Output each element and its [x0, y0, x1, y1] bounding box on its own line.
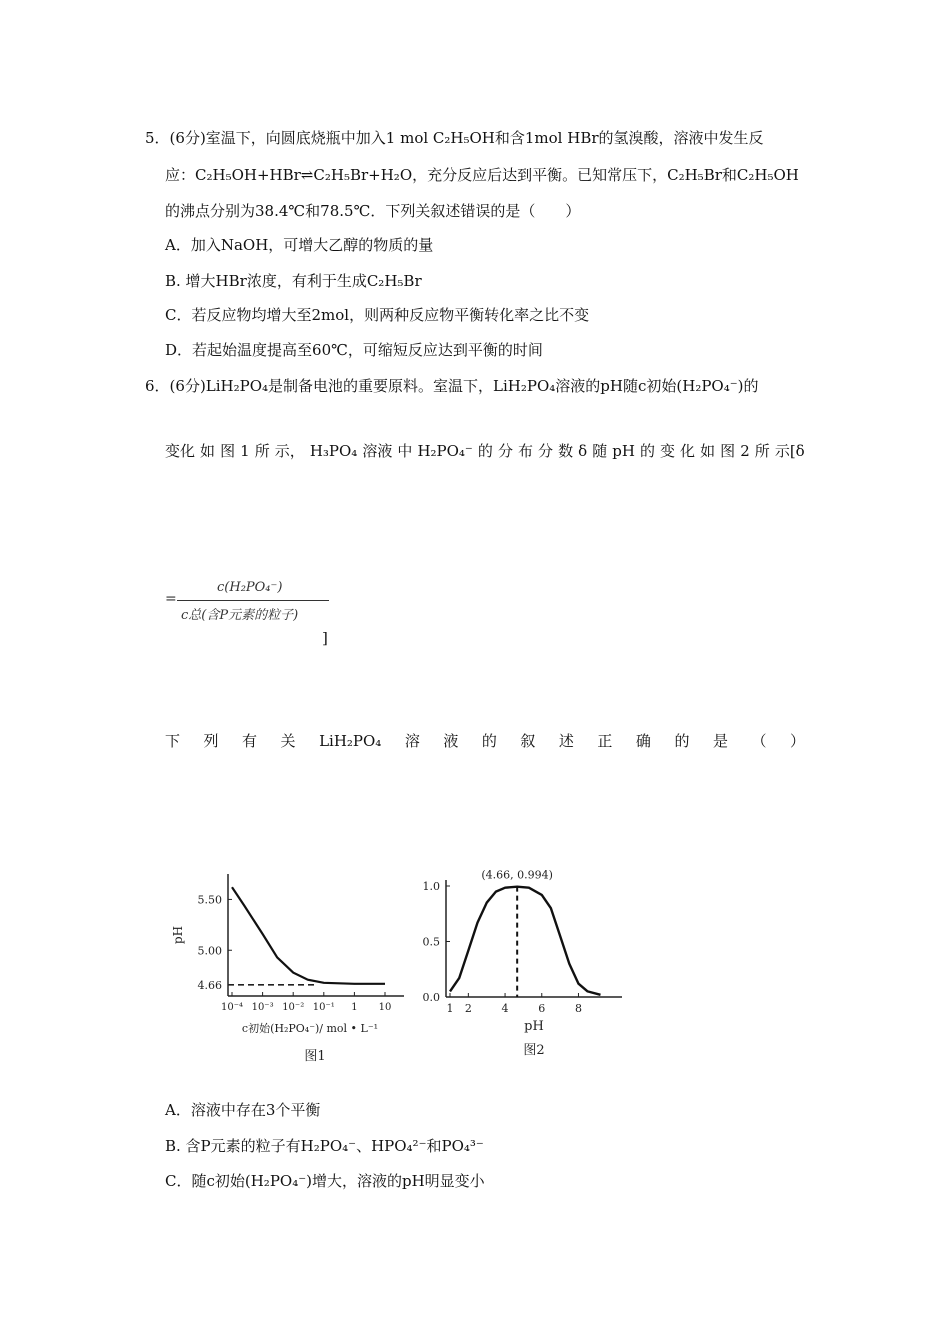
x-tick-label: 10⁻¹: [312, 1002, 335, 1013]
formula-denominator: c总(含P元素的粒子): [181, 608, 299, 623]
formula-numerator: c(H₂PO₄⁻): [217, 580, 283, 595]
q6-option-a: A．溶液中存在3个平衡: [165, 1101, 321, 1119]
q6-line2-word: 1: [240, 442, 250, 460]
q6-line4-word: LiH₂PO₄: [319, 732, 382, 750]
q6-line2-word: 随: [592, 442, 608, 460]
q6-line4-word: 关: [280, 732, 296, 750]
q6-line2-word: H₂PO₄⁻: [417, 442, 473, 460]
y-tick-label: 4.66: [197, 978, 222, 992]
q6-line4-word: 述: [558, 732, 574, 750]
q6-line2-word: 中: [397, 442, 413, 460]
q6-line4-word: ）: [789, 732, 805, 750]
q6-option-b: B. 含P元素的粒子有H₂PO₄⁻、HPO₄²⁻和PO₄³⁻: [165, 1137, 484, 1155]
q5-option-b: B. 增大HBr浓度，有利于生成C₂H₅Br: [165, 272, 422, 290]
q6-line4-word: 溶: [404, 732, 420, 750]
x-tick-label: 1: [351, 1002, 358, 1013]
q6-line2-word: 示，: [274, 442, 305, 460]
q6-stem-line4: [165, 731, 805, 751]
x-tick-label: 8: [574, 1002, 582, 1015]
q6-line4-word: 有: [242, 732, 258, 750]
x-tick-label: 10: [378, 1002, 392, 1013]
q6-line2-word: 分: [497, 442, 513, 460]
q6-line4-word: 叙: [520, 732, 536, 750]
q6-line2-word: 所: [254, 442, 270, 460]
y-tick-label: 0.0: [422, 991, 440, 1004]
y-tick-label: 5.00: [197, 944, 222, 958]
x-tick-label: 6: [538, 1002, 546, 1015]
q6-line2-word: 如: [700, 442, 716, 460]
q6-line2-word: 数: [558, 442, 574, 460]
q6-line2-word: 图: [220, 442, 236, 460]
q6-line2-word: 的: [477, 442, 493, 460]
q6-line4-word: 液: [443, 732, 459, 750]
q6-line2-word: δ: [578, 442, 588, 460]
q6-line2-word: pH: [612, 442, 635, 460]
q6-line2-word: 化: [680, 442, 696, 460]
q6-line2-word: 所: [754, 442, 770, 460]
figure-1-title: 图1: [304, 1049, 326, 1064]
q6-line4-word: 的: [674, 732, 690, 750]
x-tick-label: 10⁻³: [251, 1002, 274, 1013]
x-tick-label: 4: [501, 1002, 509, 1015]
q6-stem-line1: 6．(6分)LiH₂PO₄是制备电池的重要原料。室温下，LiH₂PO₄溶液的pH随c初始(H₂PO₄⁻)的: [145, 377, 759, 395]
q5-stem-line1: 5．(6分)室温下，向圆底烧瓶中加入1 mol C₂H₅OH和含1mol HBr的氢溴酸，溶液中发生反: [145, 129, 764, 147]
y-tick-label: 5.50: [197, 893, 222, 907]
q6-line2-word: 分: [538, 442, 554, 460]
x-axis-label: pH: [524, 1019, 544, 1034]
q6-line4-word: （: [751, 732, 767, 750]
q6-line2-word: H₃PO₄: [309, 442, 358, 460]
q6-line2-word: 的: [639, 442, 655, 460]
q6-line4-word: 是: [712, 732, 728, 750]
peak-annotation: (4.66, 0.994): [481, 868, 553, 882]
x-tick-label: 10⁻²: [282, 1002, 305, 1013]
figure-2-title: 图2: [523, 1043, 545, 1058]
x-tick-label: 2: [464, 1002, 472, 1015]
x-tick-label: 1: [446, 1002, 454, 1015]
delta-curve: [450, 887, 601, 995]
figure-2-chart: [410, 862, 630, 1062]
x-axis-label: c初始(H₂PO₄⁻)/ mol • L⁻¹: [241, 1022, 379, 1035]
formula-equals: =: [165, 591, 177, 607]
q6-line2-word: 如: [200, 442, 216, 460]
q6-option-c: C．随c初始(H₂PO₄⁻)增大，溶液的pH明显变小: [165, 1172, 485, 1190]
q6-line2-word: 溶液: [362, 442, 393, 460]
q6-line4-word: 列: [203, 732, 219, 750]
q5-stem-line2: 应：C₂H₅OH+HBr⇌C₂H₅Br+H₂O，充分反应后达到平衡。已知常压下，C₂H₅Br和C₂H₅OH: [165, 166, 799, 184]
q6-line2-word: 变: [660, 442, 676, 460]
q6-line4-word: 的: [481, 732, 497, 750]
q6-line4-word: 确: [635, 732, 651, 750]
x-tick-label: 10⁻⁴: [220, 1002, 244, 1013]
q5-option-a: A．加入NaOH，可增大乙醇的物质的量: [165, 236, 434, 254]
q6-stem-line2: [165, 441, 805, 461]
closing-bracket: ]: [322, 629, 328, 647]
figure-1-chart: [160, 860, 410, 1070]
q6-line2-word: 示[δ: [774, 442, 805, 460]
q6-line2-word: 图: [720, 442, 736, 460]
q5-stem-line3: 的沸点分别为38.4℃和78.5℃．下列关叙述错误的是（ ）: [165, 202, 581, 220]
q5-option-d: D．若起始温度提高至60℃，可缩短反应达到平衡的时间: [165, 341, 543, 359]
y-tick-label: 1.0: [422, 880, 440, 893]
delta-formula: [165, 578, 345, 628]
q6-line2-word: 变化: [165, 442, 196, 460]
q6-line2-word: 布: [517, 442, 533, 460]
q6-line2-word: 2: [740, 442, 750, 460]
y-tick-label: 0.5: [422, 935, 440, 949]
q5-option-c: C．若反应物均增大至2mol，则两种反应物平衡转化率之比不变: [165, 306, 590, 324]
q6-line4-word: 正: [597, 732, 613, 750]
ph-curve: [232, 887, 385, 984]
q6-line4-word: 下: [165, 732, 181, 750]
fraction-bar: [177, 600, 329, 601]
y-axis-label: pH: [171, 925, 185, 945]
